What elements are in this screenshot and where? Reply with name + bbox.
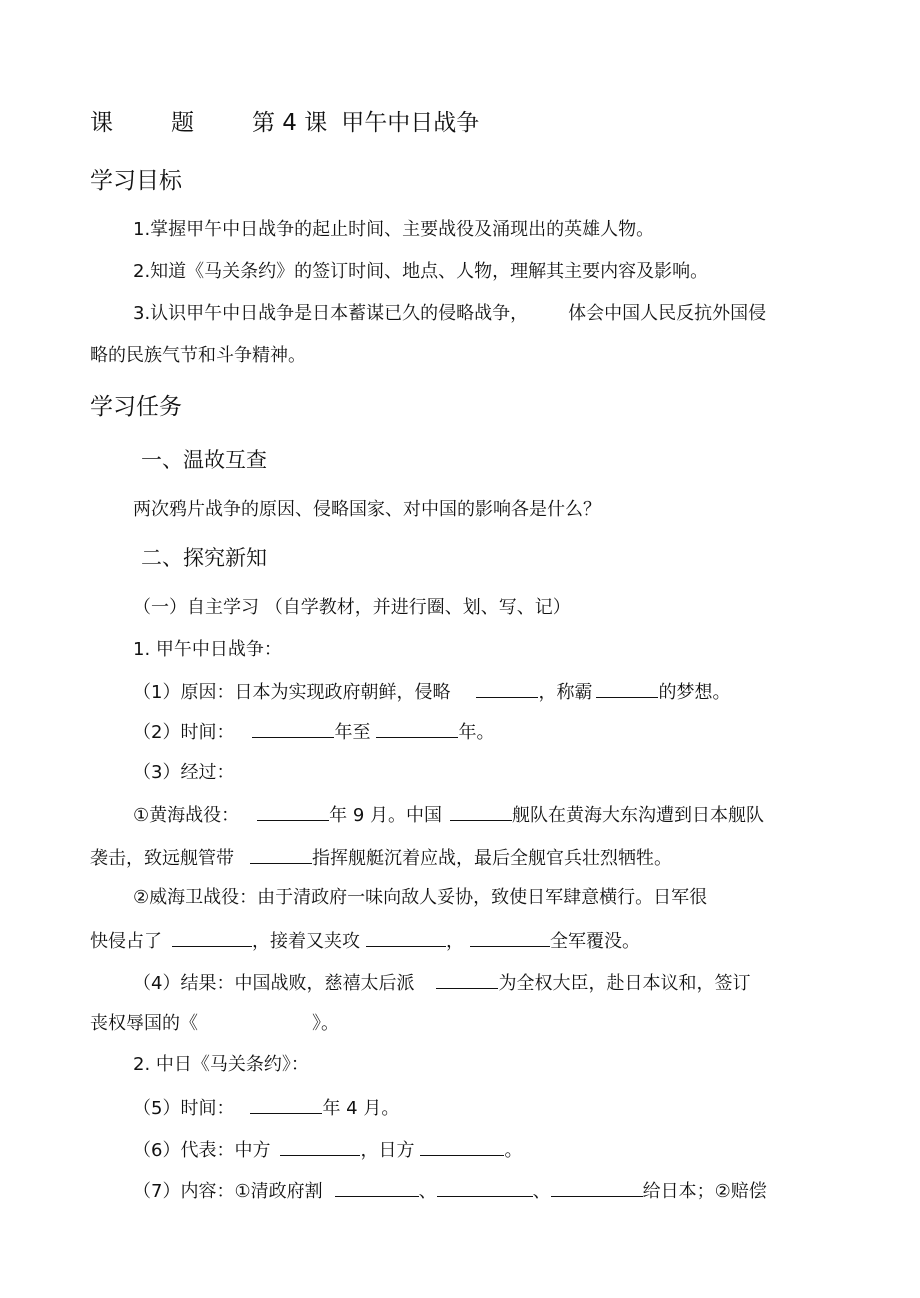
fill-blank[interactable] <box>470 928 550 947</box>
fill-blank[interactable] <box>596 679 658 698</box>
time-line <box>133 719 494 745</box>
objective-item: 1.掌握甲午中日战争的起止时间、主要战役及涌现出的英雄人物。 <box>133 219 655 240</box>
weihaiwei-text: 全军覆没。 <box>550 931 640 952</box>
review-heading: 一、温故互查 <box>141 448 267 472</box>
process-title: （3）经过： <box>133 762 235 783</box>
cause-text: 的梦想。 <box>658 682 731 703</box>
title-label-a: 课 <box>90 110 113 136</box>
result-line <box>133 970 750 996</box>
objective-item <box>133 302 766 326</box>
cause-text: （1）原因：日本为实现政府朝鲜，侵略 <box>133 682 451 703</box>
treaty-time-text: 年 4 月。 <box>322 1098 400 1119</box>
lesson-title <box>90 108 479 138</box>
treaty-content-line <box>133 1178 767 1204</box>
fill-blank[interactable] <box>476 679 538 698</box>
weihaiwei-text: ，接着又夹攻 <box>252 931 360 952</box>
treaty-content-text: （7）内容：①清政府割 <box>133 1181 323 1202</box>
result-text: 丧权辱国的《 <box>90 1013 198 1034</box>
fill-blank[interactable] <box>280 1137 360 1156</box>
treaty-time-text: （5）时间： <box>133 1098 235 1119</box>
treaty-content-text: 、 <box>532 1181 551 1202</box>
lesson-name: 甲午中日战争 <box>341 110 480 136</box>
cause-line <box>133 679 730 705</box>
objectives-heading: 学习目标 <box>90 168 182 194</box>
objective-item-continued: 略的民族气节和斗争精神。 <box>90 345 306 366</box>
fill-blank[interactable] <box>436 970 498 989</box>
fill-blank[interactable] <box>172 928 252 947</box>
fill-blank[interactable] <box>250 1095 322 1114</box>
fill-blank[interactable] <box>366 928 446 947</box>
result-text: （4）结果：中国战败，慈禧太后派 <box>133 973 415 994</box>
yellow-sea-text: 袭击，致远舰管带 <box>90 848 234 869</box>
weihaiwei-line: ②威海卫战役：由于清政府一味向敌人妥协，致使日军肆意横行。日军很 <box>133 887 708 908</box>
yellow-sea-line <box>133 802 764 828</box>
objective-item: 2.知道《马关条约》的签订时间、地点、人物，理解其主要内容及影响。 <box>133 261 709 282</box>
yellow-sea-text: 指挥舰艇沉着应战，最后全舰官兵壮烈牺牲。 <box>312 848 672 869</box>
weihaiwei-text: 快侵占了 <box>90 931 162 952</box>
result-text: 为全权大臣，赴日本议和，签订 <box>498 973 751 994</box>
lesson-number: 第 4 课 <box>252 110 328 136</box>
objective-item-part: 体会中国人民反抗外国侵 <box>568 303 767 324</box>
title-label-b: 题 <box>171 110 194 136</box>
result-line-2 <box>90 1012 339 1036</box>
result-text: 》。 <box>312 1013 339 1034</box>
yellow-sea-text: ①黄海战役： <box>133 805 240 826</box>
explore-heading: 二、探究新知 <box>141 546 267 570</box>
treaty-rep-text: （6）代表：中方 <box>133 1140 271 1161</box>
fill-blank[interactable] <box>335 1178 419 1197</box>
treaty-rep-text: ，日方 <box>360 1140 415 1161</box>
objective-item-part: 3.认识甲午中日战争是日本蓄谋已久的侵略战争， <box>133 303 529 324</box>
fill-blank[interactable] <box>420 1137 504 1156</box>
treaty-rep-text: 。 <box>504 1140 523 1161</box>
treaty-content-text: 给日本；②赔偿 <box>642 1181 767 1202</box>
fill-blank[interactable] <box>252 719 334 738</box>
fill-blank[interactable] <box>250 845 312 864</box>
weihaiwei-text: ， <box>446 931 464 952</box>
time-text: 年。 <box>458 722 495 743</box>
treaty-title: 2. 中日《马关条约》： <box>133 1054 309 1075</box>
fill-blank[interactable] <box>437 1178 533 1197</box>
self-study-note: （一）自主学习 （自学教材，并进行圈、划、写、记） <box>133 597 571 618</box>
tasks-heading: 学习任务 <box>90 394 182 420</box>
war-title: 1. 甲午中日战争： <box>133 639 282 660</box>
yellow-sea-line-2 <box>90 845 672 871</box>
fill-blank[interactable] <box>450 802 512 821</box>
time-text: （2）时间： <box>133 722 235 743</box>
cause-text: ，称霸 <box>538 682 593 703</box>
weihaiwei-line-2 <box>90 928 640 954</box>
treaty-rep-line <box>133 1137 522 1163</box>
yellow-sea-text: 年 9 月。中国 <box>329 805 443 826</box>
fill-blank[interactable] <box>257 802 329 821</box>
yellow-sea-text: 舰队在黄海大东沟遭到日本舰队 <box>512 805 765 826</box>
fill-blank[interactable] <box>376 719 458 738</box>
review-question: 两次鸦片战争的原因、侵略国家、对中国的影响各是什么？ <box>133 499 601 520</box>
treaty-time-line <box>133 1095 399 1121</box>
treaty-content-text: 、 <box>418 1181 437 1202</box>
fill-blank[interactable] <box>551 1178 643 1197</box>
time-text: 年至 <box>334 722 371 743</box>
